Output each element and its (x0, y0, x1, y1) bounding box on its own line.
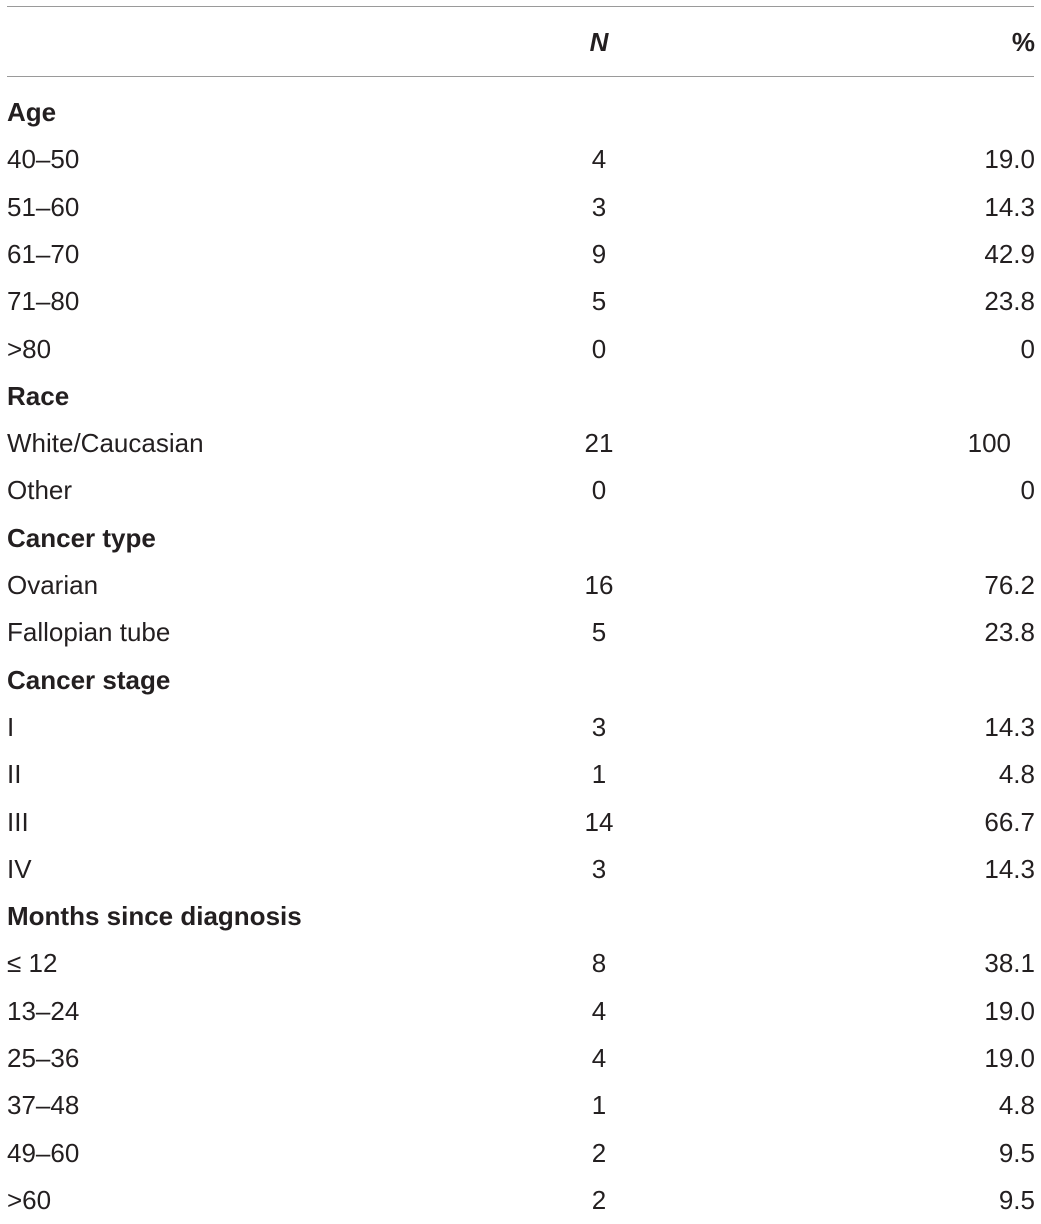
header-rule (7, 76, 1034, 77)
count-cell: 4 (591, 1043, 607, 1073)
table-row (0, 326, 1041, 373)
table-row (0, 704, 1041, 751)
percent-cell: 9.5 (998, 1137, 1035, 1168)
table-row (0, 278, 1041, 325)
count-cell: 3 (591, 853, 607, 884)
row-label: Ovarian (7, 570, 99, 600)
percent-cell: 0 (1020, 475, 1035, 506)
section-label: Months since diagnosis (7, 901, 302, 932)
section-label: Race (7, 380, 70, 411)
row-label: III (7, 806, 29, 837)
section-label: Cancer type (7, 522, 156, 553)
count-cell: 5 (591, 286, 607, 317)
percent-cell: 9.5 (998, 1184, 1035, 1215)
table-row (0, 751, 1041, 798)
count-cell: 1 (591, 759, 607, 790)
section-header-row (0, 515, 1041, 562)
table-top-rule (7, 6, 1034, 7)
percent-cell: 38.1 (984, 948, 1035, 979)
count-cell: 9 (591, 238, 607, 269)
count-cell: 0 (591, 475, 607, 506)
percent-cell: 0 (1020, 333, 1035, 364)
count-cell: 21 (584, 428, 614, 459)
row-label: 71–80 (7, 286, 80, 317)
section-header-row (0, 89, 1041, 136)
column-header-n: N (589, 27, 609, 57)
table-row (0, 940, 1041, 987)
table-row (0, 420, 1041, 467)
column-header-percent: % (1011, 27, 1035, 57)
percent-cell: 66.7 (984, 806, 1035, 837)
table-row (0, 1130, 1041, 1177)
table-row (0, 609, 1041, 656)
percent-cell: 14.3 (984, 853, 1035, 884)
table-row (0, 988, 1041, 1035)
percent-cell: 4.8 (998, 759, 1035, 790)
count-cell: 2 (591, 1137, 607, 1168)
percent-cell: 19.0 (984, 144, 1035, 175)
table-row (0, 184, 1041, 231)
percent-cell: 19.0 (984, 1043, 1035, 1073)
row-label: White/Caucasian (7, 428, 204, 459)
count-cell: 5 (591, 617, 607, 648)
row-label: >60 (7, 1184, 52, 1215)
table-row (0, 562, 1041, 609)
count-cell: 1 (591, 1090, 607, 1121)
row-label: 40–50 (7, 144, 80, 175)
table-row (0, 467, 1041, 514)
count-cell: 2 (591, 1184, 607, 1215)
row-label: 37–48 (7, 1090, 80, 1121)
count-cell: 0 (591, 333, 607, 364)
row-label: II (7, 759, 22, 790)
section-header-row (0, 373, 1041, 420)
percent-cell: 19.0 (984, 995, 1035, 1026)
row-label: 51–60 (7, 191, 80, 222)
percent-cell: 42.9 (984, 238, 1035, 269)
percent-cell: 76.2 (984, 570, 1035, 600)
table-row (0, 1082, 1041, 1129)
percent-cell: 14.3 (984, 191, 1035, 222)
row-label: 61–70 (7, 238, 80, 269)
percent-cell: 4.8 (998, 1090, 1035, 1121)
count-cell: 8 (591, 948, 607, 979)
percent-cell: 100 (967, 428, 1011, 459)
table-row (0, 799, 1041, 846)
count-cell: 14 (584, 806, 614, 837)
table-row (0, 136, 1041, 183)
row-label: IV (7, 853, 32, 884)
count-cell: 4 (591, 144, 607, 175)
row-label: 13–24 (7, 995, 80, 1026)
count-cell: 3 (591, 711, 607, 742)
percent-cell: 23.8 (984, 286, 1035, 317)
row-label: >80 (7, 333, 52, 364)
row-label: 25–36 (7, 1043, 80, 1073)
count-cell: 3 (591, 191, 607, 222)
count-cell: 4 (591, 995, 607, 1026)
table-row (0, 1035, 1041, 1082)
row-label: I (7, 711, 15, 742)
table-row (0, 231, 1041, 278)
percent-cell: 23.8 (984, 617, 1035, 648)
row-label: ≤ 12 (7, 948, 58, 979)
table-row (0, 846, 1041, 893)
row-label: Other (7, 475, 73, 506)
row-label: 49–60 (7, 1137, 80, 1168)
section-header-row (0, 657, 1041, 704)
percent-cell: 14.3 (984, 711, 1035, 742)
section-label: Age (7, 97, 57, 127)
section-header-row (0, 893, 1041, 940)
count-cell: 16 (584, 570, 614, 600)
row-label: Fallopian tube (7, 617, 171, 648)
section-label: Cancer stage (7, 664, 171, 695)
